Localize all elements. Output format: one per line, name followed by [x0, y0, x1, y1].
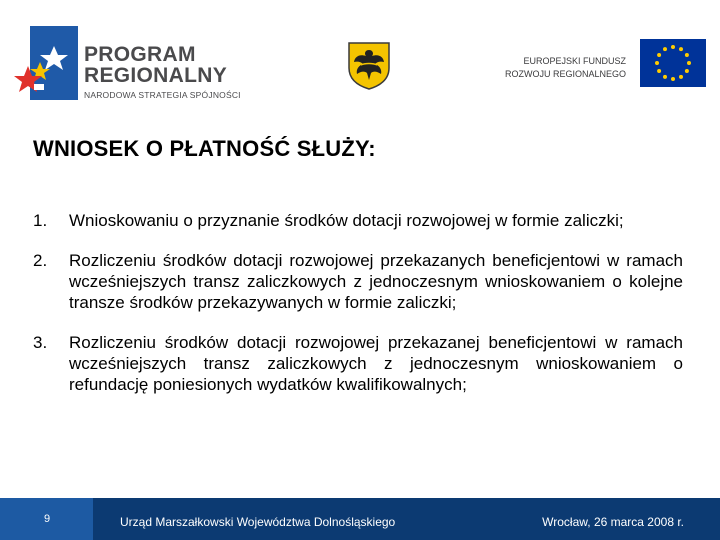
program-regionalny-text [84, 44, 241, 100]
silesian-eagle-crest-icon [346, 40, 392, 90]
eu-fund-text [504, 55, 626, 81]
list-item-text: Rozliczeniu środków dotacji rozwojowej przekazanej beneficjentowi w ramach wcześniejszych transz zaliczkowych z jednoczesnym wnioskowaniem o refundację poniesionych wydatków kwalifikowalnych; [69, 333, 683, 394]
footer-bar [0, 498, 720, 540]
page-number: 9 [44, 513, 51, 525]
list-item-text: Rozliczeniu środków dotacji rozwojowej przekazanych beneficjentowi w ramach wcześniejszych transz zaliczkowych z jednoczesnym wnioskowaniem o kolejne transze środków przekazywanych w formie zaliczki; [69, 251, 683, 312]
program-line-1: PROGRAM [84, 43, 196, 66]
list-item-number: 3. [33, 333, 48, 352]
page-title: WNIOSEK O PŁATNOŚĆ SŁUŻY: [33, 136, 376, 161]
list-item-number: 1. [33, 211, 48, 230]
eu-flag-icon [640, 39, 706, 87]
footer-organization: Urząd Marszałkowski Województwa Dolnośląskiego [120, 515, 396, 529]
list-item [33, 250, 683, 313]
program-line-2: REGIONALNY [84, 64, 228, 87]
eu-fund-line-1: EUROPEJSKI FUNDUSZ [523, 56, 626, 66]
list-item [33, 210, 683, 231]
program-line-3: NARODOWA STRATEGIA SPÓJNOŚCI [84, 90, 241, 100]
list-item [33, 332, 683, 395]
purpose-list [33, 210, 683, 414]
footer-date: Wrocław, 26 marca 2008 r. [542, 515, 684, 529]
list-item-number: 2. [33, 251, 48, 270]
slide-header [0, 0, 720, 115]
eu-fund-line-2: ROZWOJU REGIONALNEGO [504, 69, 626, 79]
page-number-box [0, 498, 93, 540]
program-regionalny-logo-icon [14, 24, 80, 106]
list-item-text: Wnioskowaniu o przyznanie środków dotacji rozwojowej w formie zaliczki; [69, 211, 624, 230]
